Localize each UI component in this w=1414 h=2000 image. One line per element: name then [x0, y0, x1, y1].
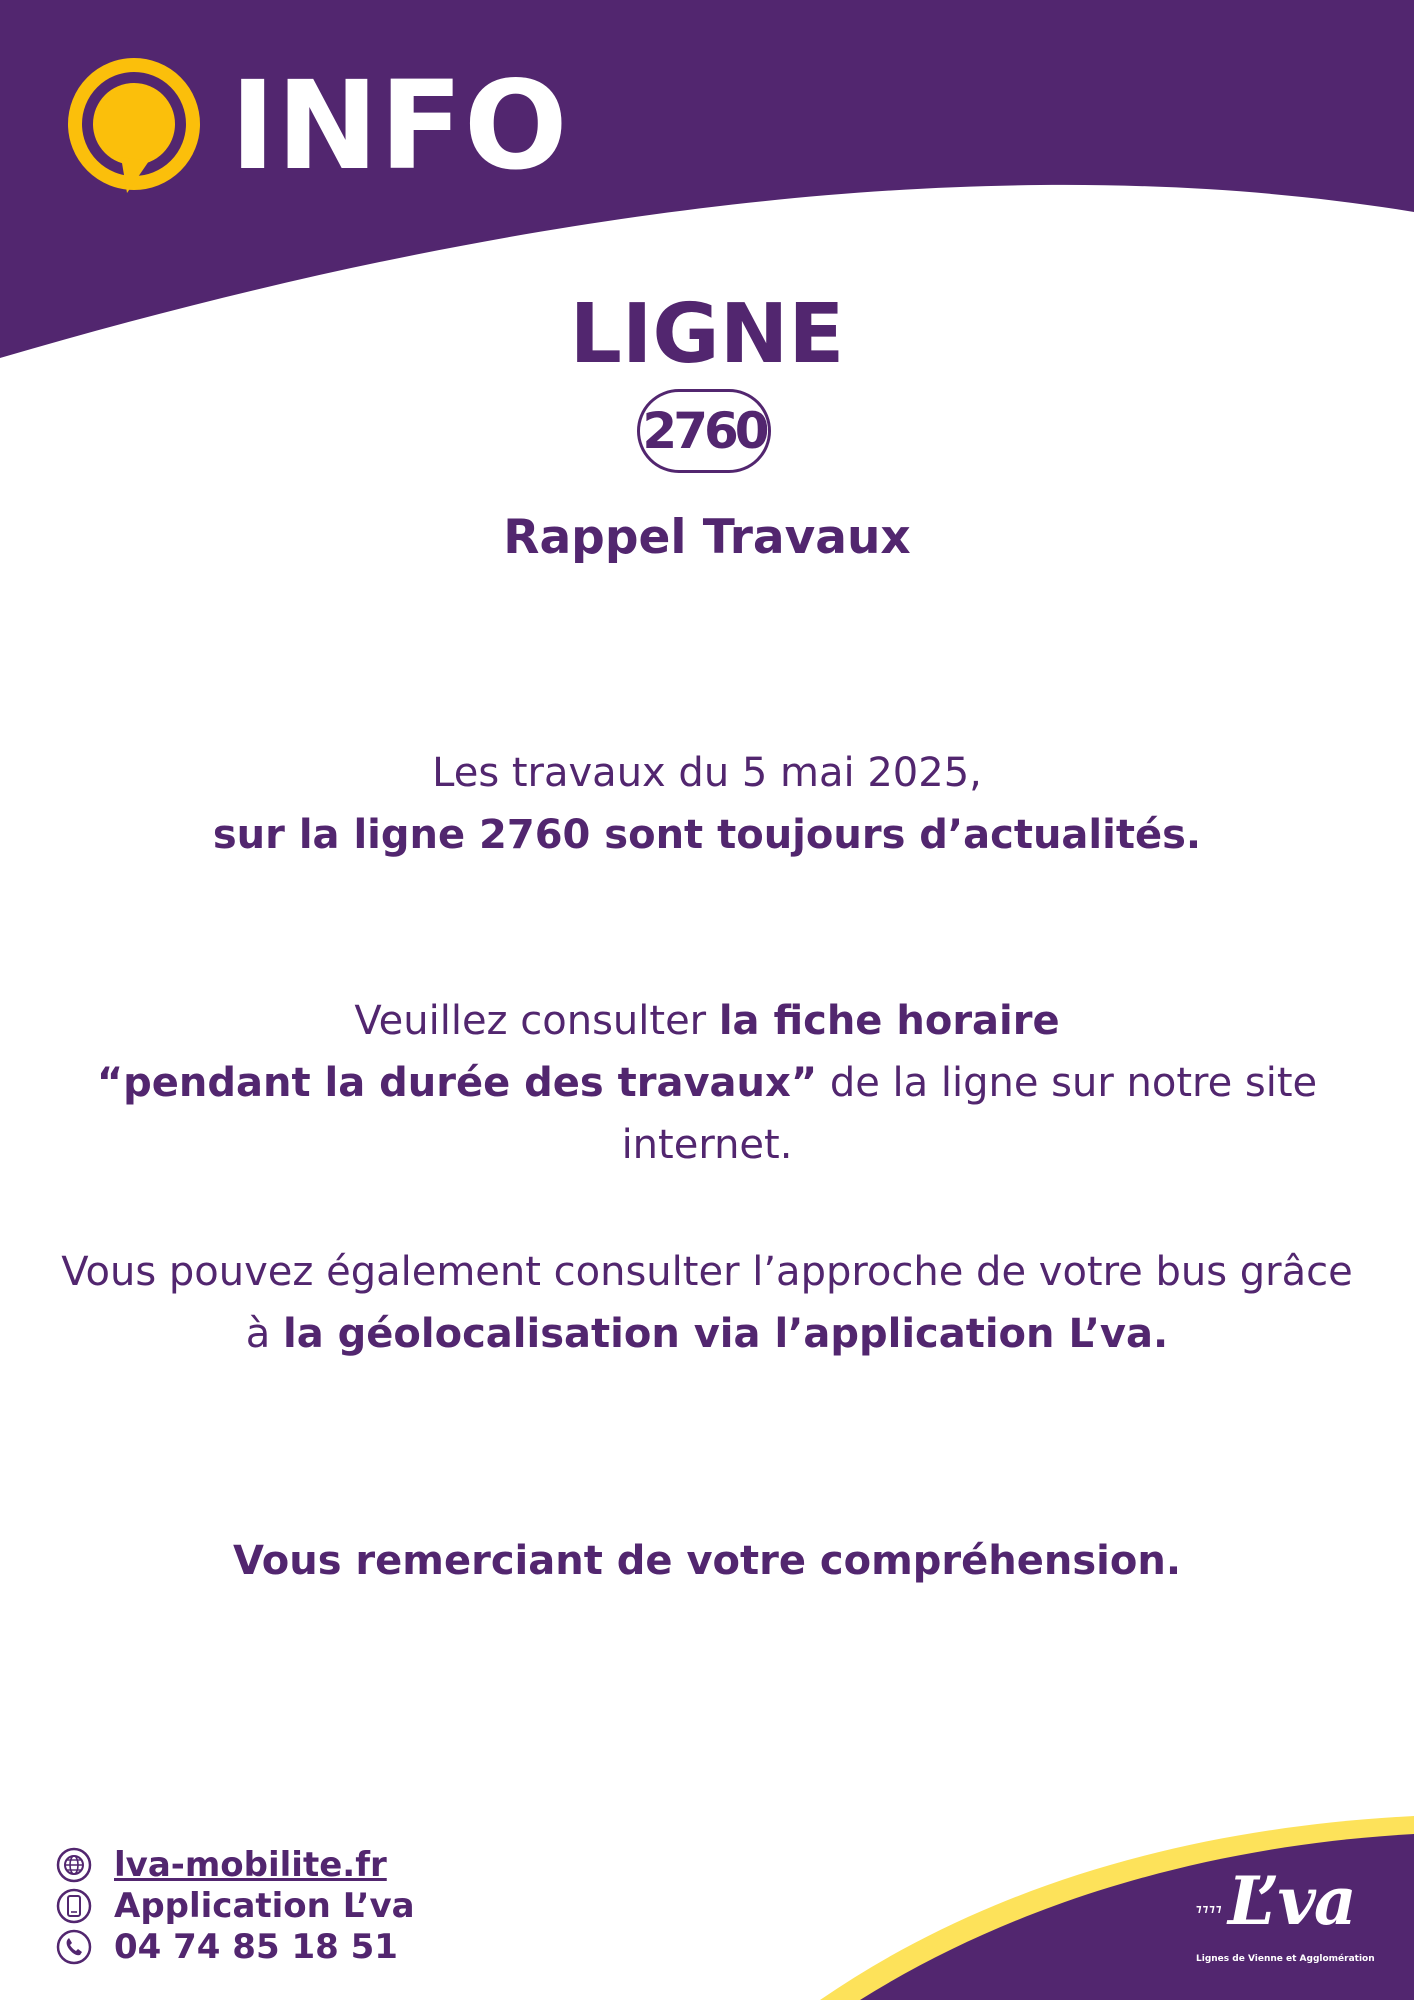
phone-text: 04 74 85 18 51 — [114, 1927, 398, 1967]
line-heading: LIGNE — [569, 287, 845, 382]
info-title: INFO — [230, 55, 569, 197]
lva-tagline: Lignes de Vienne et Agglomération — [1196, 1954, 1375, 1964]
app-text: Application L’va — [114, 1886, 415, 1926]
closing-text: Vous remerciant de votre compréhension. — [232, 1538, 1182, 1584]
lva-logo-wordmark: L’va — [1228, 1862, 1355, 1940]
timetable-period-text: “pendant la durée des travaux” — [96, 1060, 818, 1106]
geolocation-app-text: la géolocalisation via l’application L’va. — [283, 1311, 1169, 1357]
website-text: lva-mobilite.fr — [114, 1845, 387, 1885]
timetable-website-text: de la ligne sur notre site internet. — [621, 1060, 1318, 1168]
info-bubble-icon — [67, 57, 201, 199]
timetable-paragraph — [60, 990, 1354, 1176]
timetable-intro-text: Veuillez consulter — [354, 998, 719, 1044]
line-number-badge: 2760 — [637, 389, 771, 473]
timetable-sheet-text: la fiche horaire — [718, 998, 1060, 1044]
notice-subtitle: Rappel Travaux — [503, 510, 911, 565]
lva-logo — [1196, 1862, 1375, 1964]
geolocation-intro-text: Vous pouvez également consulter l’approche de votre bus grâce à — [61, 1249, 1353, 1357]
works-paragraph — [60, 742, 1354, 866]
arrows-decoration: ⁊⁊⁊⁊ — [1196, 1902, 1223, 1915]
works-status-text: sur la ligne 2760 sont toujours d’actualités. — [212, 812, 1202, 858]
works-date-text: Les travaux du 5 mai 2025, — [432, 750, 982, 796]
geolocation-paragraph — [60, 1241, 1354, 1365]
